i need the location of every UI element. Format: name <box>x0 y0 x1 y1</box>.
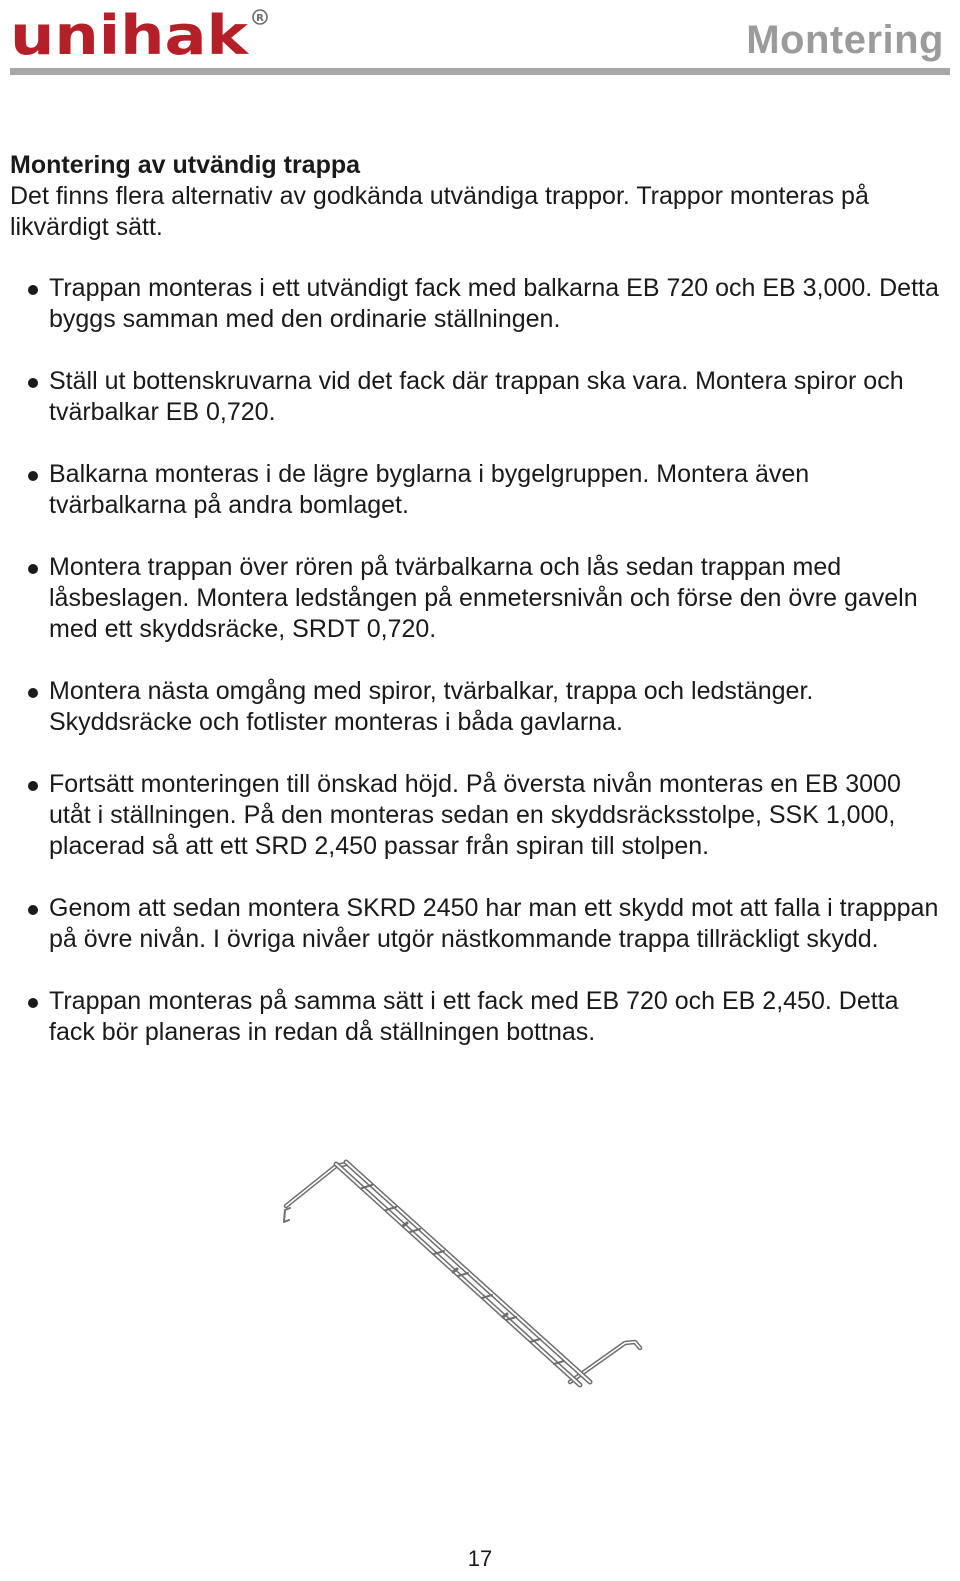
bullet-icon <box>28 905 38 915</box>
list-item <box>10 893 940 955</box>
stair-illustration-icon <box>270 1150 670 1400</box>
page-header <box>0 0 960 80</box>
list-item-text: Ställ ut bottenskruvarna vid det fack där trappan ska vara. Montera spiror och tvärbalkar EB 0,720. <box>49 367 904 426</box>
list-item-text: Fortsätt monteringen till önskad höjd. På översta nivån monteras en EB 3000 utåt i ställningen. På den monteras sedan en skyddsräcksstolpe, SSK 1,000, placerad så att ett SRD 2,450 passar från spiran till stolpen. <box>49 770 901 860</box>
brand-name: unihak <box>10 8 250 60</box>
list-item <box>10 273 940 335</box>
list-item <box>10 459 940 521</box>
bullet-icon <box>28 378 38 388</box>
list-item-text: Balkarna monteras i de lägre byglarna i bygelgruppen. Montera även tvärbalkarna på andra bomlaget. <box>49 460 810 519</box>
list-item <box>10 366 940 428</box>
list-item-text: Trappan monteras på samma sätt i ett fack med EB 720 och EB 2,450. Detta fack bör planeras in redan då ställningen bottnas. <box>49 987 899 1046</box>
article-body <box>10 150 940 1079</box>
list-item <box>10 676 940 738</box>
section-title: Montering <box>746 18 944 62</box>
list-item-text: Montera trappan över rören på tvärbalkarna och lås sedan trappan med låsbeslagen. Montera ledstången på enmetersnivån och förse den övre gaveln med ett skyddsräcke, SRDT 0,720. <box>49 553 918 643</box>
bullet-icon <box>28 998 38 1008</box>
bullet-icon <box>28 688 38 698</box>
bullet-icon <box>28 781 38 791</box>
list-item <box>10 552 940 645</box>
bullet-icon <box>28 285 38 295</box>
article-heading: Montering av utvändig trappa <box>10 151 361 179</box>
list-item <box>10 769 940 862</box>
bullet-icon <box>28 471 38 481</box>
article-intro: Det finns flera alternativ av godkända utvändiga trappor. Trappor monteras på likvärdigt sätt. <box>10 182 869 241</box>
svg-text:R: R <box>256 13 264 24</box>
list-item-text: Montera nästa omgång med spiror, tvärbalkar, trappa och ledstänger. Skyddsräcke och fotlister monteras i båda gavlarna. <box>49 677 814 736</box>
bullet-icon <box>28 564 38 574</box>
list-item <box>10 986 940 1048</box>
page-number: 17 <box>467 1546 493 1571</box>
instruction-list <box>10 273 940 1048</box>
unihak-logo <box>10 8 272 60</box>
header-divider <box>10 68 950 75</box>
list-item-text: Genom att sedan montera SKRD 2450 har man ett skydd mot att falla i trapppan på övre nivån. I övriga nivåer utgör nästkommande trappa tillräckligt skydd. <box>49 894 939 953</box>
list-item-text: Trappan monteras i ett utvändigt fack med balkarna EB 720 och EB 3,000. Detta byggs samman med den ordinarie ställningen. <box>49 274 939 333</box>
